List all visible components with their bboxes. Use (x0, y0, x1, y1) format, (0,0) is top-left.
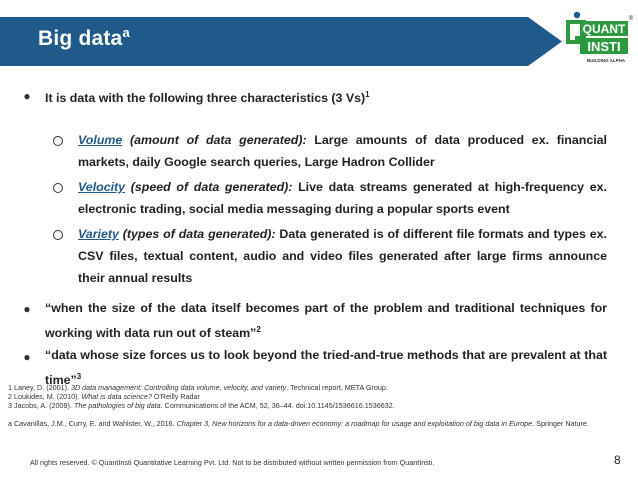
logo-line2: INSTI (587, 39, 621, 54)
bullet-icon: ● (23, 89, 31, 103)
bullet-icon: ● (23, 350, 31, 364)
references (8, 383, 618, 428)
logo-tagline: BUILDING ALPHA (586, 58, 626, 63)
reference-1: 1 Laney, D. (2001). 3D data management: Controlling data volume, velocity, and variety. Technical report, META Group. (8, 383, 388, 392)
circle-bullet-icon (53, 183, 63, 193)
logo-line1: QUANT (582, 22, 626, 36)
page-number: 8 (614, 453, 621, 467)
quantinsti-logo-icon (563, 6, 635, 68)
bullet-three-vs: It is data with the following three characteristics (3 Vs)$^1$ (45, 90, 370, 106)
sub-bullet-velocity: Velocity (speed of data generated): Live data streams generated at high-frequency ex. electronic trading, social media messaging during a popular sports event (78, 180, 607, 216)
reference-2: 2 Loukides, M. (2010). What is data science? O'Reilly Radar (8, 392, 200, 402)
bullet-quote-2: “when the size of the data itself becomes part of the problem and traditional techniques for working with data run out of steam”$^2$ (45, 301, 607, 341)
sub-bullet-volume: Volume (amount of data generated): Large amounts of data produced ex. financial markets, daily Google search queries, Large Hadron Collider (78, 133, 607, 169)
reference-a: a Cavanillas, J.M., Curry, E. and Wahlster, W., 2016. Chapter 3, New horizons for a data-driven economy: a roadmap for usage and exploitation of big data in Europe. Springer Nature. (8, 418, 589, 428)
copyright-footer: All rights reserved. © QuantInsti Quantitative Learning Pvt. Ltd. Not to be distributed without written permission from QuantInsti. (30, 458, 435, 467)
bullet-quote-3: “data whose size forces us to look beyond the tried-and-true methods that are prevalent at that time”$^3$ (45, 348, 607, 388)
circle-bullet-icon (53, 230, 63, 240)
bullet-icon: ● (23, 302, 31, 316)
logo-registered: ® (628, 16, 634, 22)
reference-3: 3 Jacobs, A. (2009). The pathologies of big data. Communications of the ACM, 52, 36–44. doi:10.1145/1536616.1536632. (8, 401, 395, 411)
circle-bullet-icon (53, 136, 63, 146)
sub-bullet-variety: Variety (types of data generated): Data generated is of different file formats and types ex. CSV files, textual content, audio and video files generated after large firms announce their annual results (78, 227, 607, 285)
slide-title: Big data$^a$ (38, 25, 130, 50)
